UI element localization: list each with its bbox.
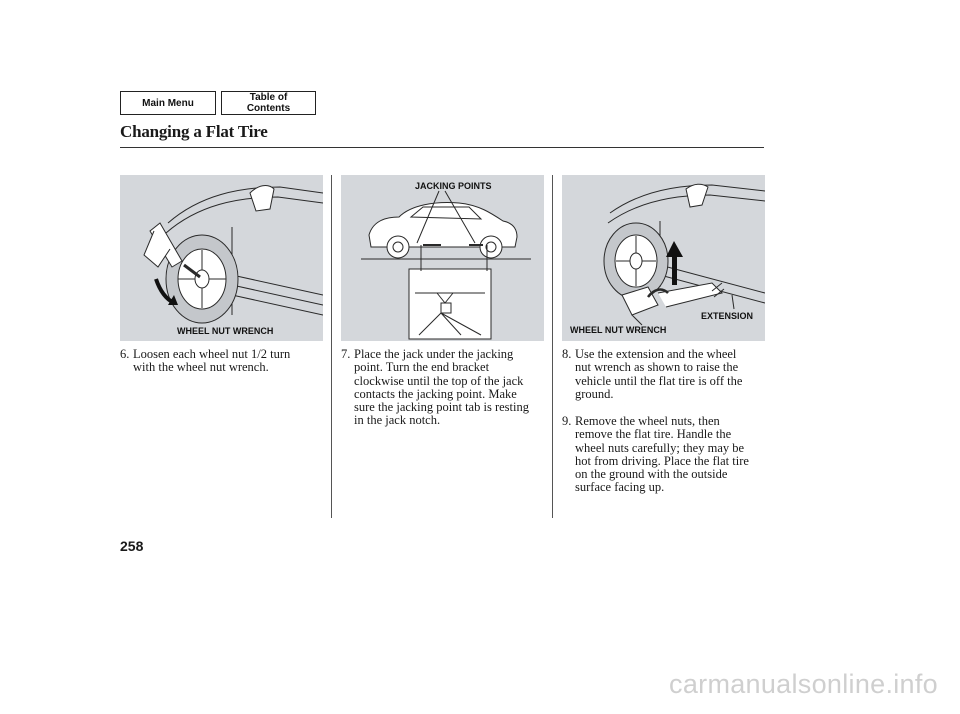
page-title: Changing a Flat Tire [120,122,268,141]
figure-label-extension: EXTENSION [701,311,754,321]
figure-jacking-points [341,175,544,341]
figure-label-wheel-nut-wrench-2: WHEEL NUT WRENCH [570,325,667,335]
loosen-nuts-illustration [120,175,323,341]
figure-label-wheel-nut-wrench: WHEEL NUT WRENCH [177,326,274,336]
step-text: Place the jack under the jacking point. Turn the end bracket clockwise until the top of the jack contacts the jacking point. Make sure the jacking point tab is resting in the jack notch. [354,347,529,428]
step-7 [341,348,532,428]
step-text: Loosen each wheel nut 1/2 turn with the wheel nut wrench. [133,347,291,375]
jacking-points-illustration [341,175,544,341]
step-number: 7. [341,347,351,361]
main-menu-button[interactable]: Main Menu [120,91,216,115]
step-8 [562,348,753,401]
figure-label-jacking-points: JACKING POINTS [415,181,492,191]
column-divider-1 [331,175,332,518]
step-number: 6. [120,347,130,361]
figure-loosen-wheel-nuts [120,175,323,341]
title-divider [120,147,764,148]
table-of-contents-button[interactable]: Table of Contents [221,91,316,115]
column-divider-2 [552,175,553,518]
step-text: Use the extension and the wheel nut wrench as shown to raise the vehicle until the flat tire is off the ground. [575,347,743,401]
figure-raise-vehicle [562,175,765,341]
step-9 [562,415,753,495]
step-text: Remove the wheel nuts, then remove the flat tire. Handle the wheel nuts carefully; they may be hot from driving. Place the flat tire on the ground with the outside surface facing up. [575,414,749,495]
step-6 [120,348,311,375]
page-number: 258 [120,538,144,554]
site-watermark: carmanualsonline.info [669,669,938,699]
step-number: 9. [562,414,572,428]
step-number: 8. [562,347,572,361]
